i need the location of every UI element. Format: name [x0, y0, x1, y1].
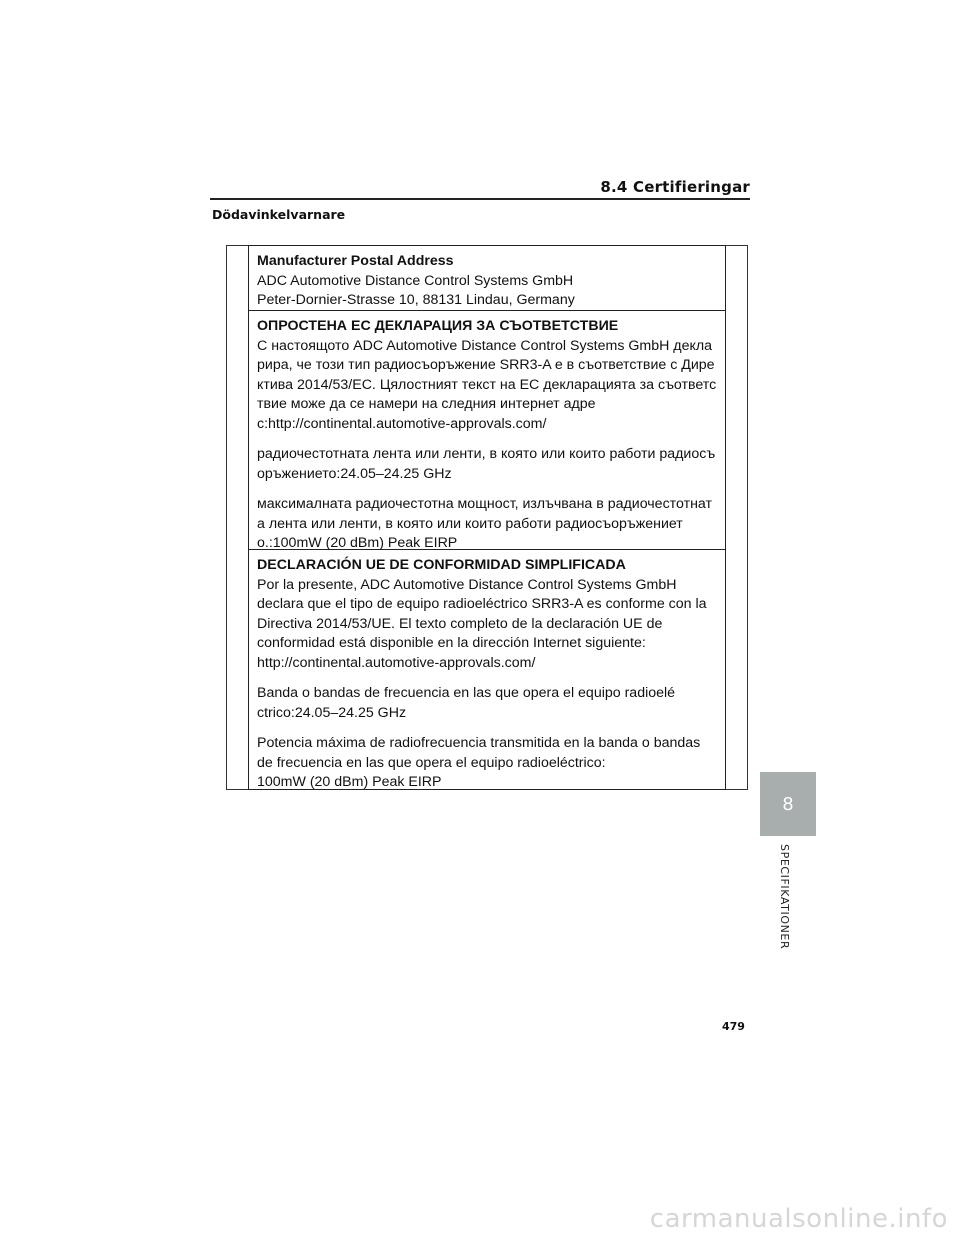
- text-line: Por la presente, ADC Automotive Distance Control Systems GmbH: [257, 576, 677, 593]
- text-line: ADC Automotive Distance Control Systems GmbH: [257, 272, 574, 289]
- text-line: Potencia máxima de radiofrecuencia transmitida en la banda o bandas: [257, 735, 701, 751]
- table-content-column: [248, 245, 726, 790]
- text-line: Banda o bandas de frecuencia en las que opera el equipo radioelé: [257, 685, 676, 701]
- text-line: ктива 2014/53/ЕС. Цялостният текст на ЕС декларацията за съответс: [257, 376, 717, 393]
- chapter-tab-label: SPECIFIKATIONER: [778, 844, 791, 950]
- cell-heading: ОПРОСТЕНА ЕС ДЕКЛАРАЦИЯ ЗА СЪОТВЕТСТВИЕ: [257, 318, 619, 334]
- watermark: carmanualsonline.info: [649, 1204, 948, 1234]
- table-left-margin-column: [226, 245, 248, 790]
- text-line: 100mW (20 dBm) Peak EIRP: [257, 774, 442, 790]
- text-line: о.:100mW (20 dBm) Peak EIRP: [257, 535, 458, 551]
- text-line: С настоящото ADC Automotive Distance Control Systems GmbH декла: [257, 337, 712, 354]
- page-number: 479: [722, 1020, 745, 1033]
- text-line: рира, че този тип радиосъоръжение SRR3-A е в съответствие с Дире: [257, 357, 715, 373]
- cell-heading: DECLARACIÓN UE DE CONFORMIDAD SIMPLIFICADA: [257, 557, 626, 573]
- text-line: с:http://continental.automotive-approvals.com/: [257, 415, 547, 432]
- text-line: твие може да се намери на следния интернет адре: [257, 396, 596, 412]
- certification-table: [226, 245, 748, 790]
- text-line: declara que el tipo de equipo radioeléctrico SRR3-A es conforme con la: [257, 596, 707, 612]
- subsection-label: Dödavinkelvarnare: [212, 207, 346, 222]
- manufacturer-address-cell: [249, 246, 725, 310]
- chapter-tab: 8: [760, 772, 816, 836]
- section-header-title: 8.4 Certifieringar: [600, 178, 750, 196]
- text-line: а лента или ленти, в която или които работи радиосъоръжениет: [257, 515, 683, 532]
- spanish-declaration-cell: [249, 549, 725, 799]
- text-line: максималната радиочестотна мощност, излъчвана в радиочестотнат: [257, 496, 712, 512]
- text-line: ctrico:24.05–24.25 GHz: [257, 704, 407, 721]
- text-line: Directiva 2014/53/UE. El texto completo de la declaración UE de: [257, 615, 663, 632]
- table-right-margin-column: [726, 245, 748, 790]
- header-divider: [210, 198, 750, 200]
- text-line: conformidad está disponible en la dirección Internet siguiente:: [257, 635, 646, 651]
- text-line: Peter-Dornier-Strasse 10, 88131 Lindau, Germany: [257, 292, 575, 308]
- bulgarian-declaration-cell: [249, 310, 725, 549]
- text-line: http://continental.automotive-approvals.com/: [257, 654, 536, 671]
- text-line: de frecuencia en las que opera el equipo radioeléctrico:: [257, 754, 606, 771]
- cell-heading: Manufacturer Postal Address: [257, 253, 454, 269]
- text-line: оръжението:24.05–24.25 GHz: [257, 465, 452, 482]
- text-line: радиочестотната лента или ленти, в която или които работи радиосъ: [257, 446, 716, 462]
